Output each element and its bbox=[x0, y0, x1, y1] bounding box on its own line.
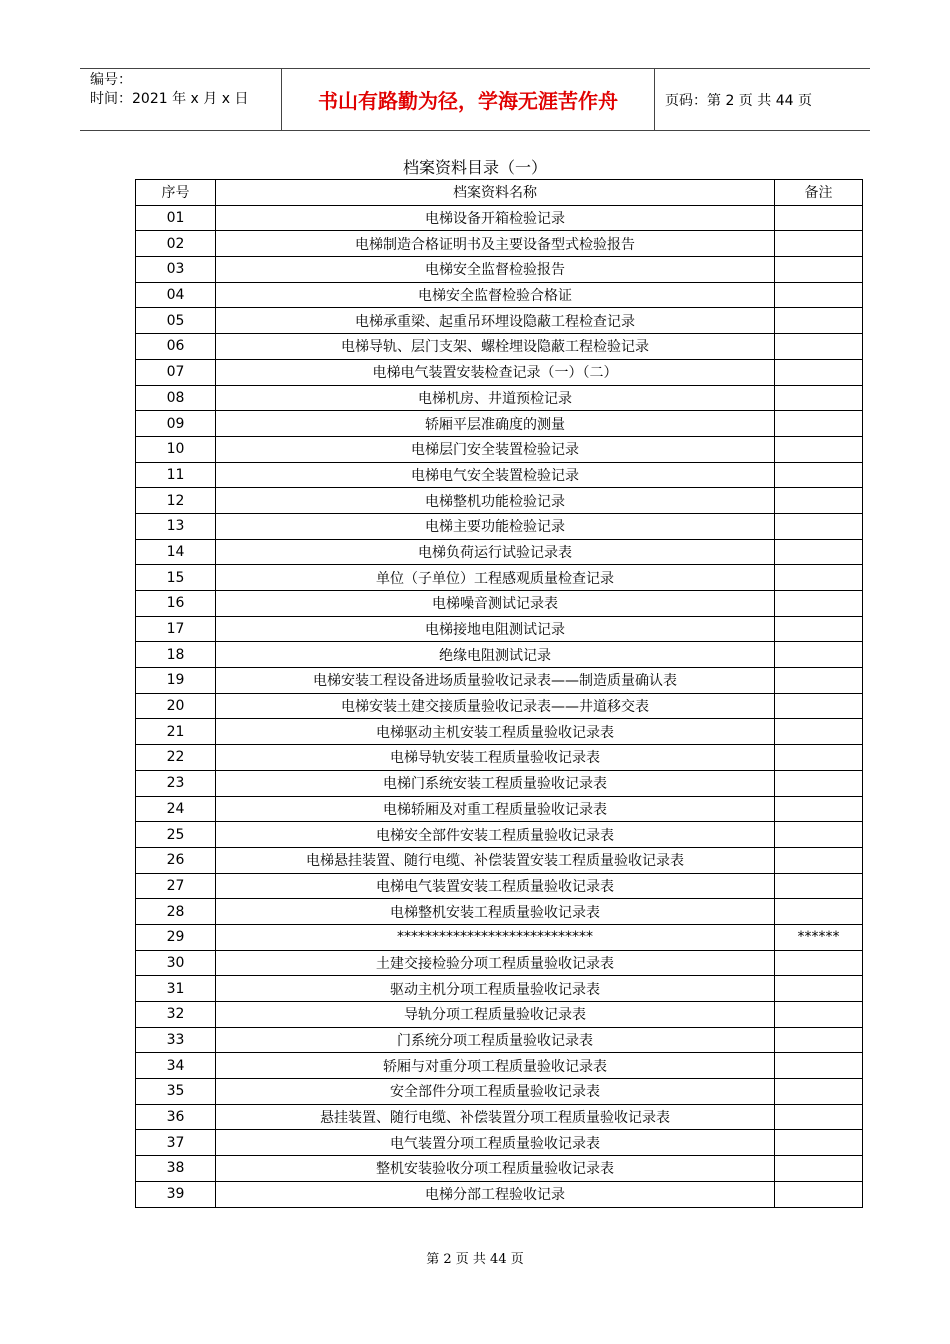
row-number: 08 bbox=[136, 385, 216, 411]
header-page-label: 页码：第 2 页 共 44 页 bbox=[665, 92, 812, 109]
row-note bbox=[775, 591, 863, 617]
table-row bbox=[136, 745, 863, 771]
table-row bbox=[136, 231, 863, 257]
row-number: 33 bbox=[136, 1027, 216, 1053]
row-note bbox=[775, 282, 863, 308]
row-number: 02 bbox=[136, 231, 216, 257]
row-name: 电梯机房、井道预检记录 bbox=[216, 385, 775, 411]
row-name: 电梯电气装置安装工程质量验收记录表 bbox=[216, 873, 775, 899]
table-row bbox=[136, 1027, 863, 1053]
row-note bbox=[775, 334, 863, 360]
table-header-row bbox=[136, 180, 863, 206]
row-note bbox=[775, 411, 863, 437]
table-row bbox=[136, 205, 863, 231]
row-note bbox=[775, 462, 863, 488]
row-name: 驱动主机分项工程质量验收记录表 bbox=[216, 976, 775, 1002]
row-name: 电梯主要功能检验记录 bbox=[216, 513, 775, 539]
table-row bbox=[136, 513, 863, 539]
row-note bbox=[775, 796, 863, 822]
archive-table bbox=[135, 179, 863, 1208]
header-note: 备注 bbox=[775, 180, 863, 206]
table-row bbox=[136, 1156, 863, 1182]
row-note bbox=[775, 359, 863, 385]
table-row bbox=[136, 847, 863, 873]
row-number: 37 bbox=[136, 1130, 216, 1156]
table-row bbox=[136, 642, 863, 668]
row-name: 轿厢与对重分项工程质量验收记录表 bbox=[216, 1053, 775, 1079]
document-title: 档案资料目录（一） bbox=[402, 158, 547, 177]
page-footer: 第 2 页 共 44 页 bbox=[426, 1252, 524, 1267]
row-note bbox=[775, 822, 863, 848]
row-name: 电梯接地电阻测试记录 bbox=[216, 616, 775, 642]
row-number: 17 bbox=[136, 616, 216, 642]
row-note: ****** bbox=[775, 924, 863, 950]
row-note bbox=[775, 1002, 863, 1028]
row-number: 35 bbox=[136, 1079, 216, 1105]
row-note bbox=[775, 385, 863, 411]
row-note bbox=[775, 847, 863, 873]
row-note bbox=[775, 1079, 863, 1105]
row-number: 34 bbox=[136, 1053, 216, 1079]
row-name: 电梯电气装置安装检查记录（一）（二） bbox=[216, 359, 775, 385]
table-row bbox=[136, 924, 863, 950]
row-note bbox=[775, 693, 863, 719]
row-note bbox=[775, 539, 863, 565]
row-number: 22 bbox=[136, 745, 216, 771]
row-note bbox=[775, 976, 863, 1002]
row-number: 26 bbox=[136, 847, 216, 873]
row-number: 12 bbox=[136, 488, 216, 514]
row-note bbox=[775, 231, 863, 257]
row-note bbox=[775, 436, 863, 462]
row-number: 23 bbox=[136, 770, 216, 796]
table-row bbox=[136, 1181, 863, 1207]
row-number: 25 bbox=[136, 822, 216, 848]
row-number: 04 bbox=[136, 282, 216, 308]
row-number: 03 bbox=[136, 257, 216, 283]
table-row bbox=[136, 899, 863, 925]
row-note bbox=[775, 873, 863, 899]
row-note bbox=[775, 770, 863, 796]
table-row bbox=[136, 1104, 863, 1130]
row-number: 29 bbox=[136, 924, 216, 950]
row-name: 轿厢平层准确度的测量 bbox=[216, 411, 775, 437]
row-name: 电梯驱动主机安装工程质量验收记录表 bbox=[216, 719, 775, 745]
page-header bbox=[80, 68, 870, 131]
row-name: 电气装置分项工程质量验收记录表 bbox=[216, 1130, 775, 1156]
header-motto: 书山有路勤为径，学海无涯苦作舟 bbox=[282, 69, 655, 130]
row-number: 20 bbox=[136, 693, 216, 719]
table-row bbox=[136, 873, 863, 899]
row-name: 电梯导轨、层门支架、螺栓埋设隐蔽工程检验记录 bbox=[216, 334, 775, 360]
row-number: 21 bbox=[136, 719, 216, 745]
table-row bbox=[136, 488, 863, 514]
table-row bbox=[136, 616, 863, 642]
date-label: 时间：2021 年 x 月 x 日 bbox=[90, 91, 249, 107]
table-row bbox=[136, 308, 863, 334]
row-number: 01 bbox=[136, 205, 216, 231]
row-number: 19 bbox=[136, 668, 216, 694]
row-name: 电梯整机功能检验记录 bbox=[216, 488, 775, 514]
header-no: 序号 bbox=[136, 180, 216, 206]
row-note bbox=[775, 513, 863, 539]
row-name: 土建交接检验分项工程质量验收记录表 bbox=[216, 950, 775, 976]
row-name: 电梯安装土建交接质量验收记录表——井道移交表 bbox=[216, 693, 775, 719]
header-meta bbox=[80, 69, 282, 130]
table-row bbox=[136, 668, 863, 694]
row-name: 电梯安全监督检验报告 bbox=[216, 257, 775, 283]
row-name: 电梯导轨安装工程质量验收记录表 bbox=[216, 745, 775, 771]
row-note bbox=[775, 1181, 863, 1207]
table-row bbox=[136, 1130, 863, 1156]
row-name: 电梯整机安装工程质量验收记录表 bbox=[216, 899, 775, 925]
row-name: 电梯门系统安装工程质量验收记录表 bbox=[216, 770, 775, 796]
row-name: 电梯安全部件安装工程质量验收记录表 bbox=[216, 822, 775, 848]
table-row bbox=[136, 976, 863, 1002]
row-name: 电梯承重梁、起重吊环埋设隐蔽工程检查记录 bbox=[216, 308, 775, 334]
row-name: 电梯轿厢及对重工程质量验收记录表 bbox=[216, 796, 775, 822]
row-name: 门系统分项工程质量验收记录表 bbox=[216, 1027, 775, 1053]
table-row bbox=[136, 282, 863, 308]
row-name: 悬挂装置、随行电缆、补偿装置分项工程质量验收记录表 bbox=[216, 1104, 775, 1130]
table-row bbox=[136, 693, 863, 719]
row-name: 安全部件分项工程质量验收记录表 bbox=[216, 1079, 775, 1105]
table-row bbox=[136, 1079, 863, 1105]
row-number: 05 bbox=[136, 308, 216, 334]
row-number: 15 bbox=[136, 565, 216, 591]
row-number: 18 bbox=[136, 642, 216, 668]
row-number: 32 bbox=[136, 1002, 216, 1028]
row-name: 电梯噪音测试记录表 bbox=[216, 591, 775, 617]
row-number: 39 bbox=[136, 1181, 216, 1207]
row-number: 07 bbox=[136, 359, 216, 385]
table-row bbox=[136, 591, 863, 617]
row-name: 电梯层门安全装置检验记录 bbox=[216, 436, 775, 462]
row-number: 14 bbox=[136, 539, 216, 565]
row-name: 单位（子单位）工程感观质量检查记录 bbox=[216, 565, 775, 591]
table-row bbox=[136, 822, 863, 848]
table-row bbox=[136, 1053, 863, 1079]
row-note bbox=[775, 950, 863, 976]
table-row bbox=[136, 385, 863, 411]
row-number: 16 bbox=[136, 591, 216, 617]
row-note bbox=[775, 488, 863, 514]
row-note bbox=[775, 1130, 863, 1156]
table-row bbox=[136, 719, 863, 745]
row-number: 31 bbox=[136, 976, 216, 1002]
row-note bbox=[775, 1027, 863, 1053]
row-note bbox=[775, 668, 863, 694]
table-row bbox=[136, 950, 863, 976]
table-row bbox=[136, 436, 863, 462]
table-row bbox=[136, 796, 863, 822]
row-number: 10 bbox=[136, 436, 216, 462]
row-name: 绝缘电阻测试记录 bbox=[216, 642, 775, 668]
row-note bbox=[775, 257, 863, 283]
row-number: 27 bbox=[136, 873, 216, 899]
row-name: 电梯负荷运行试验记录表 bbox=[216, 539, 775, 565]
row-note bbox=[775, 1156, 863, 1182]
row-name: 电梯制造合格证明书及主要设备型式检验报告 bbox=[216, 231, 775, 257]
row-name: 电梯电气安全装置检验记录 bbox=[216, 462, 775, 488]
row-note bbox=[775, 1053, 863, 1079]
row-number: 28 bbox=[136, 899, 216, 925]
row-name: 电梯分部工程验收记录 bbox=[216, 1181, 775, 1207]
row-note bbox=[775, 308, 863, 334]
row-note bbox=[775, 899, 863, 925]
row-number: 11 bbox=[136, 462, 216, 488]
row-number: 06 bbox=[136, 334, 216, 360]
row-name: 电梯安装工程设备进场质量验收记录表——制造质量确认表 bbox=[216, 668, 775, 694]
row-note bbox=[775, 565, 863, 591]
table-row bbox=[136, 565, 863, 591]
row-note bbox=[775, 616, 863, 642]
row-note bbox=[775, 719, 863, 745]
table-row bbox=[136, 539, 863, 565]
row-number: 36 bbox=[136, 1104, 216, 1130]
row-name: 导轨分项工程质量验收记录表 bbox=[216, 1002, 775, 1028]
row-number: 38 bbox=[136, 1156, 216, 1182]
table-row bbox=[136, 770, 863, 796]
row-number: 30 bbox=[136, 950, 216, 976]
table-row bbox=[136, 334, 863, 360]
row-name: 整机安装验收分项工程质量验收记录表 bbox=[216, 1156, 775, 1182]
row-note bbox=[775, 642, 863, 668]
row-name: **************************** bbox=[216, 924, 775, 950]
row-number: 09 bbox=[136, 411, 216, 437]
table-row bbox=[136, 411, 863, 437]
row-name: 电梯设备开箱检验记录 bbox=[216, 205, 775, 231]
number-label: 编号： bbox=[90, 72, 132, 88]
row-note bbox=[775, 1104, 863, 1130]
row-number: 24 bbox=[136, 796, 216, 822]
row-number: 13 bbox=[136, 513, 216, 539]
table-row bbox=[136, 462, 863, 488]
row-name: 电梯悬挂装置、随行电缆、补偿装置安装工程质量验收记录表 bbox=[216, 847, 775, 873]
table-row bbox=[136, 359, 863, 385]
header-name: 档案资料名称 bbox=[216, 180, 775, 206]
table-row bbox=[136, 1002, 863, 1028]
row-note bbox=[775, 745, 863, 771]
table-row bbox=[136, 257, 863, 283]
row-note bbox=[775, 205, 863, 231]
row-name: 电梯安全监督检验合格证 bbox=[216, 282, 775, 308]
